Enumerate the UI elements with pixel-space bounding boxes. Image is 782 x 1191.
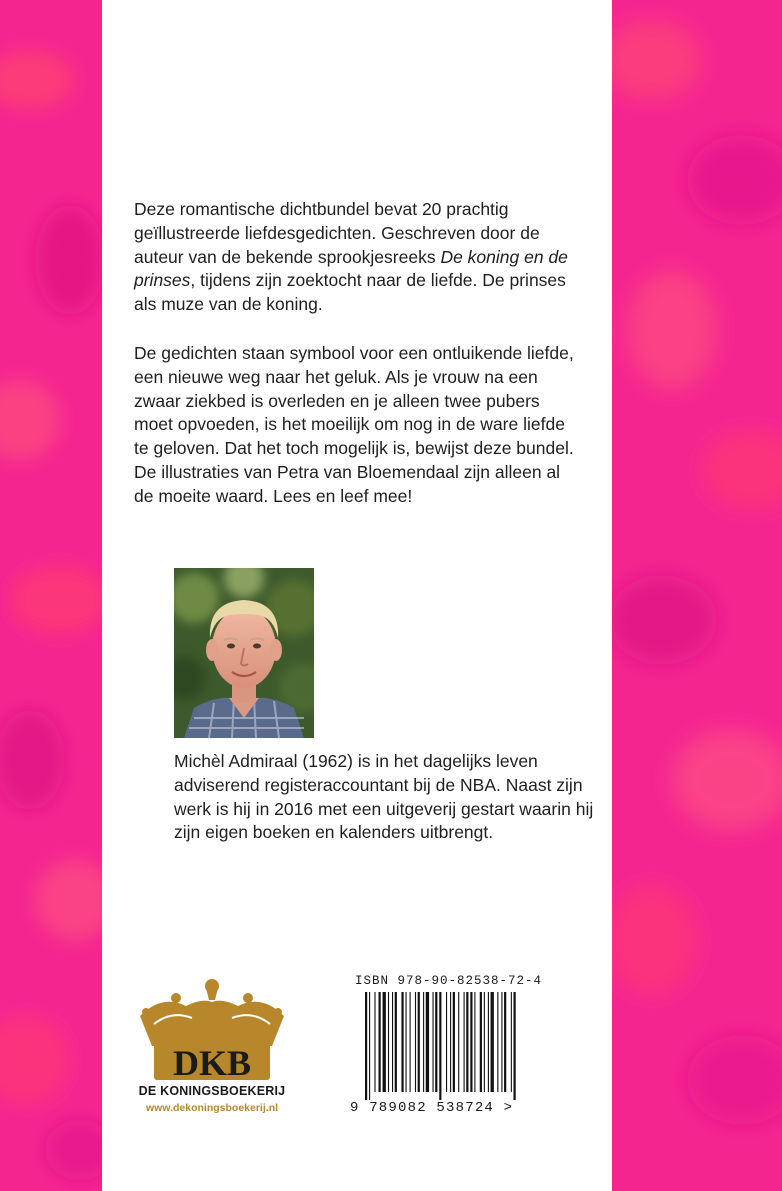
- ean-digits: 9 789082 538724 >: [350, 1100, 514, 1116]
- isbn-label: ISBN 978-90-82538-72-4: [355, 974, 543, 988]
- publisher-website[interactable]: www.dekoningsboekerij.nl: [145, 1102, 279, 1114]
- author-photo: [174, 568, 314, 738]
- logo-letters: DKB: [172, 1043, 252, 1083]
- blurb-p2-text: De gedichten staan symbool voor een ontluikende liefde, een nieuwe weg naar het geluk. Als je vrouw na een zwaar ziekbed is overleden en je alleen twee pubers moet opvoeden, is het moeilijk om nog in de ware liefde te geloven. Dat het toch mogelijk is, bewijst deze bundel. De illustraties van Petra van Bloemendaal zijn alleen al de moeite waard. Lees en leef mee!: [134, 343, 574, 506]
- pink-border-right: [612, 0, 782, 1191]
- series-title: De koning en de prinses: [134, 246, 568, 291]
- pink-border-left: [0, 0, 102, 1191]
- author-bio: Michèl Admiraal (1962) is in het dagelijks leven adviserend registeraccountant bij de NBA. Naast zijn werk is hij in 2016 met een uitgeverij gestart waarin hij zijn eigen boeken en kalenders uitbrengt.: [174, 751, 594, 843]
- ean-barcode: [363, 992, 553, 1100]
- blurb-paragraph-2: [134, 342, 574, 509]
- blurb-p1-text-b: , tijdens zijn zoektocht naar de liefde. De prinses als muze van de koning.: [134, 270, 566, 315]
- blurb-p1-text-a: Deze romantische dichtbundel bevat 20 prachtig geïllustreerde liefdesgedichten. Geschreven door de auteur van de bekende sprookjesreeks: [134, 199, 540, 267]
- blurb-paragraph-1: [134, 198, 574, 317]
- publisher-name: DE KONINGSBOEKERIJ: [138, 1084, 286, 1098]
